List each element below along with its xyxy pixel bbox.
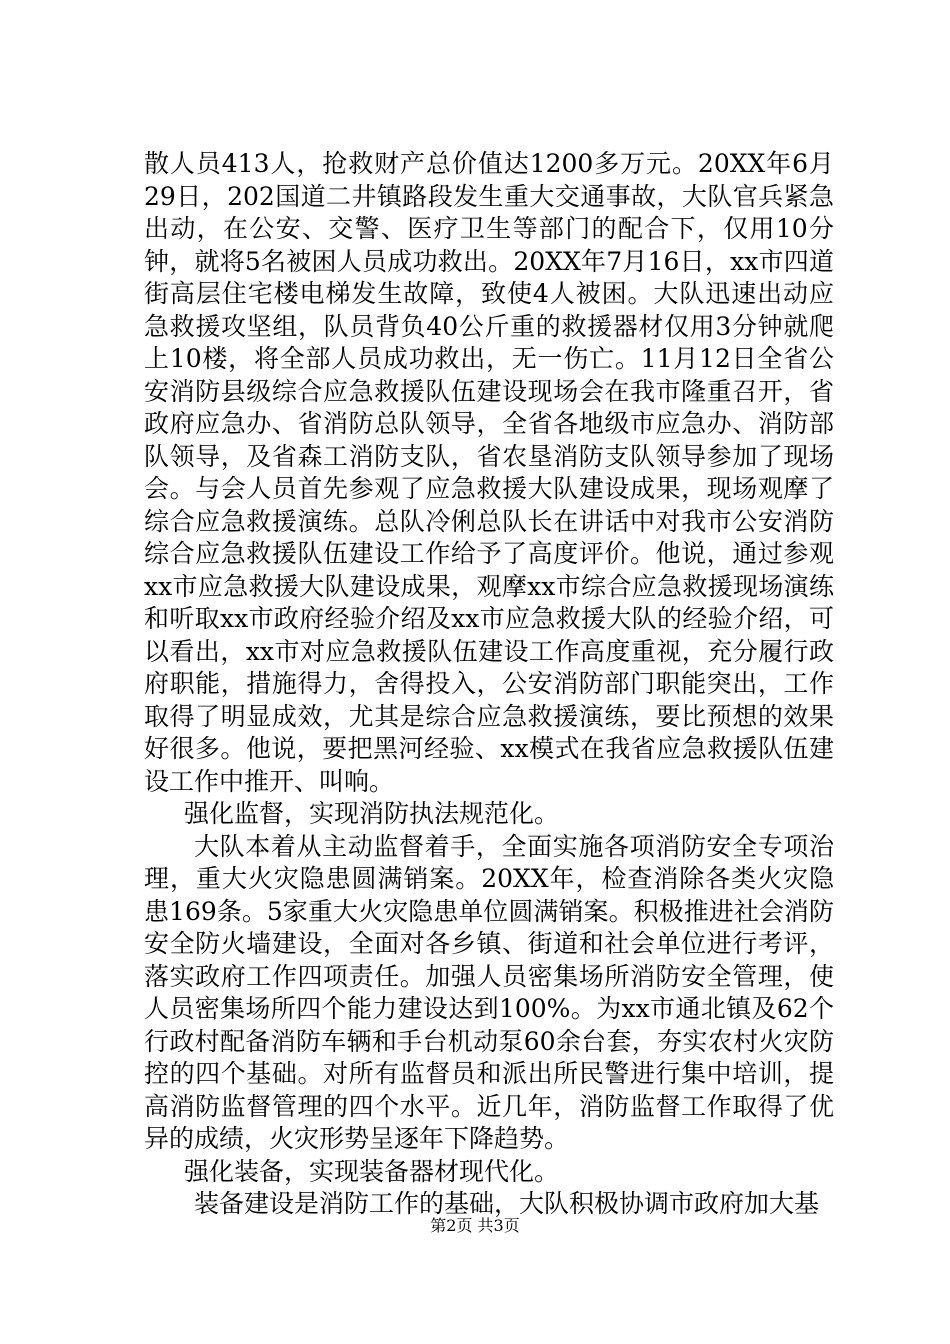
section-heading-equipment: 强化装备，实现装备器材现代化。 (184, 1156, 560, 1186)
document-body (144, 148, 834, 1221)
page-number-label: 第2页 共3页 (430, 1216, 520, 1235)
section-heading-supervision: 强化监督，实现消防执法规范化。 (184, 799, 560, 828)
paragraph-equipment: 装备建设是消防工作的基础，大队积极协调市政府加大基 (194, 1189, 820, 1218)
paragraph-continuation: 散人员413人，抢救财产总价值达1200多万元。20XX年6月29日，202国道二井镇路段发生重大交通事故，大队官兵紧急出动，在公安、交警、医疗卫生等部门的配合下，仅用10分钟，就将5名被困人员成功救出。20XX年7月16日，xx市四道街高层住宅楼电梯发生故障，致使4人被困。大队迅速出动应急救援攻坚组，队员背负40公斤重的救援器材仅用3分钟就爬上10楼，将全部人员成功救出，无一伤亡。11月12日全省公安消防县级综合应急救援队伍建设现场会在我市隆重召开，省政府应急办、省消防总队领导，全省各地级市应急办、消防部队领导，及省森工消防支队，省农垦消防支队领导参加了现场会。与会人员首先参观了应急救援大队建设成果，现场观摩了综合应急救援演练。总队冷俐总队长在讲话中对我市公安消防综合应急救援队伍建设工作给予了高度评价。他说，通过参观xx市应急救援大队建设成果，观摩xx市综合应急救援现场演练和听取xx市政府经验介绍及xx市应急救援大队的经验介绍，可以看出，xx市对应急救援队伍建设工作高度重视，充分履行政府职能，措施得力，舍得投入，公安消防部门职能突出，工作取得了明显成效，尤其是综合应急救援演练，要比预想的效果好很多。他说，要把黑河经验、xx模式在我省应急救援队伍建设工作中推开、叫响。 (144, 149, 834, 796)
page-footer (0, 1216, 950, 1236)
paragraph-supervision: 大队本着从主动监督着手，全面实施各项消防安全专项治理，重大火灾隐患圆满销案。20XX年，检查消除各类火灾隐患169条。5家重大火灾隐患单位圆满销案。积极推进社会消防安全防火墙建设，全面对各乡镇、街道和社会单位进行考评，落实政府工作四项责任。加强人员密集场所消防安全管理，使人员密集场所四个能力建设达到100%。为xx市通北镇及62个行政村配备消防车辆和手台机动泵60余台套，夯实农村火灾防控的四个基础。对所有监督员和派出所民警进行集中培训，提高消防监督管理的四个水平。近几年，消防监督工作取得了优异的成绩，火灾形势呈逐年下降趋势。 (144, 831, 834, 1153)
